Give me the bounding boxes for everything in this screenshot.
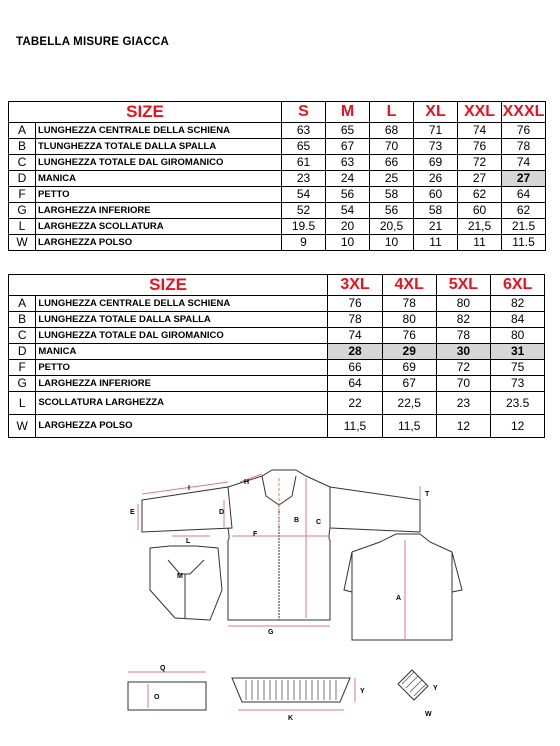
cell-value: 12 — [491, 415, 545, 438]
size-col-xxl: XXL — [458, 102, 502, 123]
cell-value: 56 — [326, 187, 370, 203]
label-q: Q — [160, 665, 166, 672]
cell-value: 84 — [491, 312, 545, 328]
row-label: LARGHEZZA SCOLLATURA — [36, 219, 282, 235]
row-label: PETTO — [36, 187, 282, 203]
cell-value: 64 — [328, 376, 383, 392]
row-letter: B — [9, 139, 36, 155]
row-label: TLUNGHEZZA TOTALE DALLA SPALLA — [36, 139, 282, 155]
label-f: F — [253, 531, 258, 538]
cell-value: 78 — [502, 139, 546, 155]
label-e: E — [130, 509, 135, 516]
cell-value: 74 — [502, 155, 546, 171]
size-col-6xl: 6XL — [491, 275, 545, 296]
cell-value: 80 — [436, 296, 491, 312]
label-c: C — [316, 519, 322, 526]
cell-value: 22 — [328, 392, 383, 415]
cell-value: 23 — [436, 392, 491, 415]
cell-value: 28 — [328, 344, 383, 360]
cell-value: 72 — [458, 155, 502, 171]
cell-value: 76 — [458, 139, 502, 155]
label-h: H — [244, 479, 250, 486]
cell-value: 31 — [491, 344, 545, 360]
jacket-back-sleeve-right — [452, 552, 462, 592]
row-letter: A — [9, 123, 36, 139]
cell-value: 63 — [282, 123, 326, 139]
cell-value: 23.5 — [491, 392, 545, 415]
size-col-xl: XL — [414, 102, 458, 123]
cell-value: 69 — [414, 155, 458, 171]
cell-value: 11 — [414, 235, 458, 251]
cell-value: 70 — [436, 376, 491, 392]
cell-value: 9 — [282, 235, 326, 251]
row-letter: C — [9, 155, 36, 171]
page-title: TABELLA MISURE GIACCA — [16, 36, 170, 48]
label-y-cuff: Y — [433, 685, 438, 692]
cell-value: 78 — [436, 328, 491, 344]
cell-value: 73 — [491, 376, 545, 392]
cell-value: 69 — [382, 360, 436, 376]
cell-value: 60 — [458, 203, 502, 219]
cell-value: 78 — [328, 312, 383, 328]
row-letter: L — [9, 392, 36, 415]
cell-value: 20 — [326, 219, 370, 235]
cell-value: 11 — [458, 235, 502, 251]
cell-value: 67 — [326, 139, 370, 155]
cell-value: 11,5 — [328, 415, 383, 438]
cell-value: 71 — [414, 123, 458, 139]
cell-value: 64 — [502, 187, 546, 203]
cell-value: 54 — [282, 187, 326, 203]
jacket-back-outline — [352, 552, 452, 640]
cell-value: 62 — [502, 203, 546, 219]
size-col-xxxl: XXXL — [502, 102, 546, 123]
jacket-front-sleeve-right — [330, 487, 420, 532]
cell-value: 63 — [326, 155, 370, 171]
row-letter: D — [9, 344, 36, 360]
cell-value: 52 — [282, 203, 326, 219]
collar-detail-outline — [150, 546, 222, 620]
cell-value: 24 — [326, 171, 370, 187]
label-d: D — [219, 509, 225, 516]
row-letter: W — [9, 235, 36, 251]
row-letter: G — [9, 203, 36, 219]
cell-value: 76 — [328, 296, 383, 312]
cell-value: 80 — [491, 328, 545, 344]
cell-value: 67 — [382, 376, 436, 392]
size-col-l: L — [370, 102, 414, 123]
cell-value: 74 — [458, 123, 502, 139]
cell-value: 60 — [414, 187, 458, 203]
row-label: LARGHEZZA INFERIORE — [36, 203, 282, 219]
cell-value: 26 — [414, 171, 458, 187]
cell-value: 11,5 — [382, 415, 436, 438]
cell-value: 30 — [436, 344, 491, 360]
cell-value: 22,5 — [382, 392, 436, 415]
row-label: MANICA — [36, 171, 282, 187]
cell-value: 65 — [326, 123, 370, 139]
row-letter: B — [9, 312, 36, 328]
cell-value: 82 — [491, 296, 545, 312]
cell-value: 68 — [370, 123, 414, 139]
label-i: I — [188, 485, 190, 492]
cell-value: 29 — [382, 344, 436, 360]
row-label: LUNGHEZZA TOTALE DAL GIROMANICO — [36, 328, 328, 344]
row-label: LUNGHEZZA CENTRALE DELLA SCHIENA — [36, 123, 282, 139]
cell-value: 66 — [328, 360, 383, 376]
cell-value: 21 — [414, 219, 458, 235]
row-letter: L — [9, 219, 36, 235]
label-o: O — [154, 694, 160, 701]
size-col-m: M — [326, 102, 370, 123]
size-col-3xl: 3XL — [328, 275, 383, 296]
label-l: L — [186, 538, 191, 545]
row-label: LARGHEZZA POLSO — [36, 415, 328, 438]
row-label: LUNGHEZZA TOTALE DAL GIROMANICO — [36, 155, 282, 171]
cell-value: 65 — [282, 139, 326, 155]
cell-value: 82 — [436, 312, 491, 328]
cell-value: 70 — [370, 139, 414, 155]
cell-value: 19.5 — [282, 219, 326, 235]
cell-value: 73 — [414, 139, 458, 155]
label-b: B — [294, 517, 300, 524]
label-a: A — [396, 595, 402, 602]
cell-value: 76 — [502, 123, 546, 139]
row-label: LUNGHEZZA CENTRALE DELLA SCHIENA — [36, 296, 328, 312]
cell-value: 58 — [414, 203, 458, 219]
jacket-back-sleeve-left — [344, 552, 352, 592]
size-col-4xl: 4XL — [382, 275, 436, 296]
cell-value: 23 — [282, 171, 326, 187]
cell-value: 74 — [328, 328, 383, 344]
cell-value: 61 — [282, 155, 326, 171]
cell-value: 56 — [370, 203, 414, 219]
cell-value: 66 — [370, 155, 414, 171]
cell-value: 20,5 — [370, 219, 414, 235]
row-label: PETTO — [36, 360, 328, 376]
cell-value: 78 — [382, 296, 436, 312]
label-w: W — [425, 711, 432, 718]
cuff-rib — [398, 670, 428, 700]
row-letter: W — [9, 415, 36, 438]
cell-value: 12 — [436, 415, 491, 438]
cell-value: 54 — [326, 203, 370, 219]
cell-value: 27 — [502, 171, 546, 187]
row-label: SCOLLATURA LARGHEZZA — [36, 392, 328, 415]
row-label: LUNGHEZZA TOTALE DALLA SPALLA — [36, 312, 328, 328]
row-letter: G — [9, 376, 36, 392]
cell-value: 75 — [491, 360, 545, 376]
row-letter: C — [9, 328, 36, 344]
label-t: T — [425, 491, 430, 498]
label-m: M — [177, 573, 183, 580]
size-header: SIZE — [9, 275, 328, 296]
row-letter: F — [9, 360, 36, 376]
size-header: SIZE — [9, 102, 282, 123]
row-label: LARGHEZZA POLSO — [36, 235, 282, 251]
cell-value: 62 — [458, 187, 502, 203]
cell-value: 72 — [436, 360, 491, 376]
row-letter: A — [9, 296, 36, 312]
cell-value: 10 — [370, 235, 414, 251]
size-col-5xl: 5XL — [436, 275, 491, 296]
jacket-back-shoulders — [352, 534, 452, 552]
size-col-s: S — [282, 102, 326, 123]
label-g: G — [268, 629, 274, 636]
cell-value: 25 — [370, 171, 414, 187]
cell-value: 58 — [370, 187, 414, 203]
row-letter: D — [9, 171, 36, 187]
label-k: K — [288, 715, 294, 722]
cell-value: 80 — [382, 312, 436, 328]
label-y-band: Y — [360, 688, 365, 695]
rib-band — [232, 678, 350, 702]
cell-value: 21.5 — [502, 219, 546, 235]
cuff-rectangle — [128, 682, 206, 710]
cell-value: 76 — [382, 328, 436, 344]
row-letter: F — [9, 187, 36, 203]
cell-value: 11.5 — [502, 235, 546, 251]
row-label: MANICA — [36, 344, 328, 360]
cell-value: 10 — [326, 235, 370, 251]
row-label: LARGHEZZA INFERIORE — [36, 376, 328, 392]
cell-value: 21,5 — [458, 219, 502, 235]
cell-value: 27 — [458, 171, 502, 187]
